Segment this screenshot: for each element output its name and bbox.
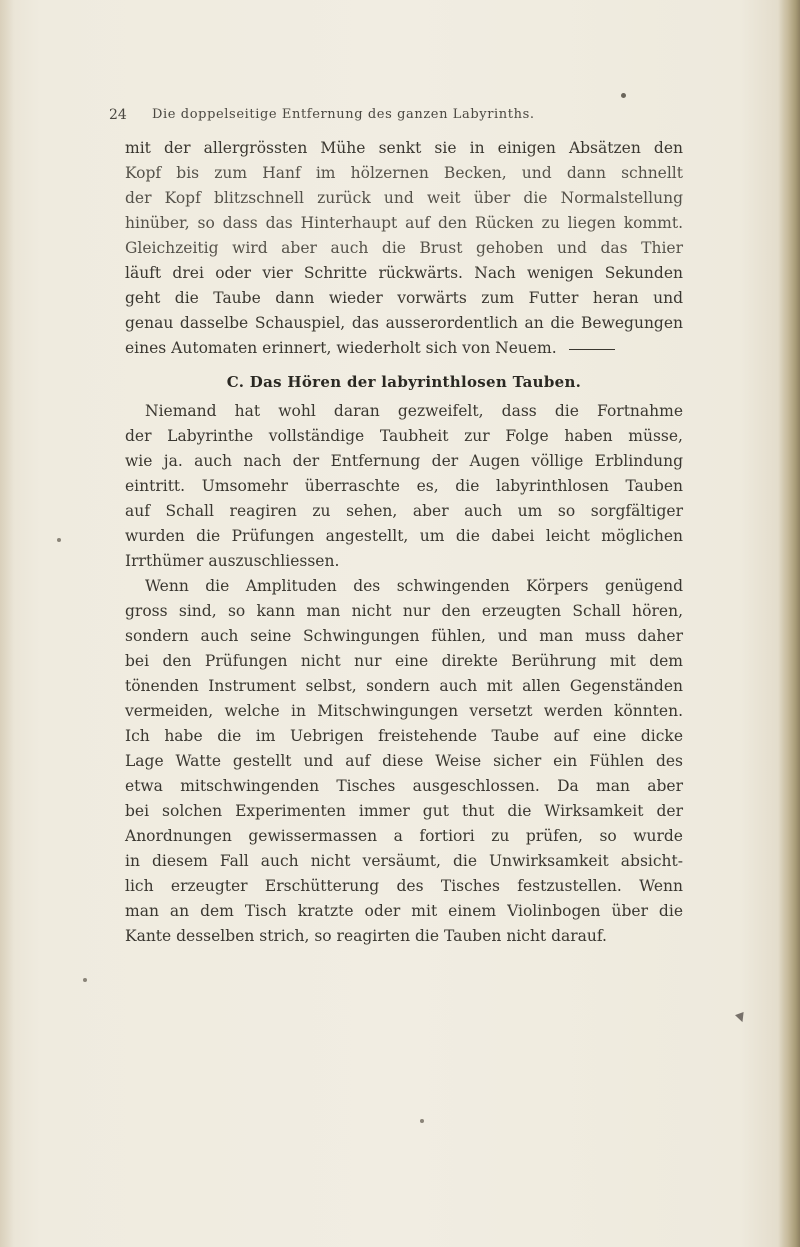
margin-mark-icon: ▼ — [733, 1008, 748, 1026]
text-line: gross sind, so kann man nicht nur den erzeugten Schall hören, — [125, 602, 683, 620]
text-line: auf Schall reagiren zu sehen, aber auch um so sorgfältiger — [125, 502, 683, 520]
text-line: vermeiden, welche in Mitschwingungen versetzt werden könnten. — [125, 702, 683, 720]
text-line: man an dem Tisch kratzte oder mit einem Violinbogen über die — [125, 902, 683, 920]
text-line: läuft drei oder vier Schritte rückwärts. Nach wenigen Sekunden — [125, 264, 683, 282]
page-header — [0, 0, 800, 140]
end-dash-rule — [569, 349, 615, 350]
text-line: geht die Taube dann wieder vorwärts zum Futter heran und — [125, 289, 683, 307]
text-line-content: eines Automaten erinnert, wiederholt sich von Neuem. — [125, 339, 557, 357]
running-head: Die doppelseitige Entfernung des ganzen Labyrinths. — [152, 107, 535, 122]
paper-speck — [420, 1119, 424, 1123]
text-line: der Labyrinthe vollständige Taubheit zur Folge haben müsse, — [125, 427, 683, 445]
text-line: in diesem Fall auch nicht versäumt, die Unwirksamkeit absicht- — [125, 852, 683, 870]
paragraph-automaton — [125, 136, 683, 361]
paragraph-hearing — [125, 399, 683, 574]
ink-speck — [621, 93, 626, 98]
text-line: Kante desselben strich, so reagirten die Tauben nicht darauf. — [125, 927, 607, 945]
body-text — [125, 136, 683, 949]
paragraph-vibration — [125, 574, 683, 949]
text-line: Kopf bis zum Hanf im hölzernen Becken, und dann schnellt — [125, 164, 683, 182]
text-line: sondern auch seine Schwingungen fühlen, und man muss daher — [125, 627, 683, 645]
text-line: wurden die Prüfungen angestellt, um die dabei leicht möglichen — [125, 527, 683, 545]
text-line: der Kopf blitzschnell zurück und weit über die Normalstellung — [125, 189, 683, 207]
text-line: etwa mitschwingenden Tisches ausgeschlossen. Da man aber — [125, 777, 683, 795]
text-line: hinüber, so dass das Hinterhaupt auf den Rücken zu liegen kommt. — [125, 214, 683, 232]
text-line: Ich habe die im Uebrigen freistehende Taube auf eine dicke — [125, 727, 683, 745]
page-number: 24 — [109, 107, 127, 123]
paper-speck — [57, 538, 61, 542]
paper-speck — [83, 978, 87, 982]
text-line: Lage Watte gestellt und auf diese Weise sicher ein Fühlen des — [125, 752, 683, 770]
text-line: genau dasselbe Schauspiel, das ausserordentlich an die Bewegungen — [125, 314, 683, 332]
text-line: Wenn die Amplituden des schwingenden Körpers genügend — [145, 577, 683, 595]
text-line: bei solchen Experimenten immer gut thut die Wirksamkeit der — [125, 802, 683, 820]
text-line: Anordnungen gewissermassen a fortiori zu prüfen, so wurde — [125, 827, 683, 845]
page-right-edge-binding — [778, 0, 800, 1247]
text-line: mit der allergrössten Mühe senkt sie in einigen Absätzen den — [125, 139, 683, 157]
text-line: Irrthümer auszuschliessen. — [125, 552, 340, 570]
section-heading: C. Das Hören der labyrinthlosen Tauben. — [226, 373, 582, 391]
text-line: tönenden Instrument selbst, sondern auch mit allen Gegenständen — [125, 677, 683, 695]
text-line: wie ja. auch nach der Entfernung der Augen völlige Erblindung — [125, 452, 683, 470]
text-line — [125, 336, 683, 361]
page-left-edge-shadow — [0, 0, 14, 1247]
text-line: Niemand hat wohl daran gezweifelt, dass die Fortnahme — [145, 402, 683, 420]
text-line: lich erzeugter Erschütterung des Tisches festzustellen. Wenn — [125, 877, 683, 895]
text-line: eintritt. Umsomehr überraschte es, die labyrinthlosen Tauben — [125, 477, 683, 495]
text-line: Gleichzeitig wird aber auch die Brust gehoben und das Thier — [125, 239, 683, 257]
text-line: bei den Prüfungen nicht nur eine direkte Berührung mit dem — [125, 652, 683, 670]
